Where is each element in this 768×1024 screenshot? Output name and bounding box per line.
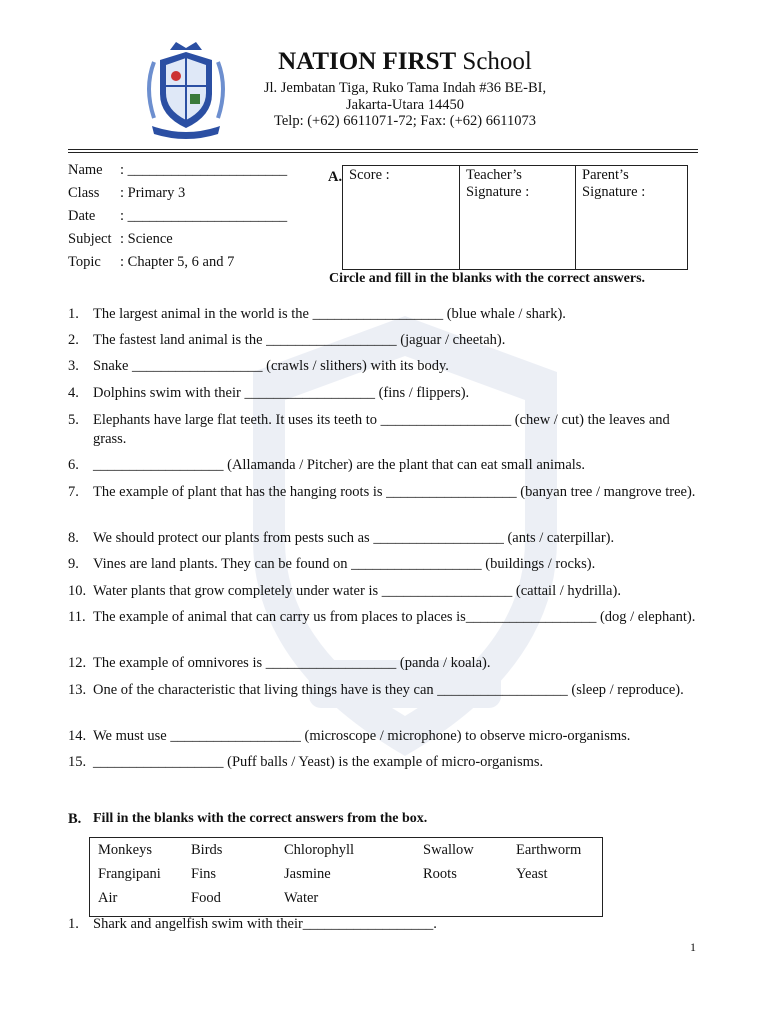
section-a-instruction: Circle and fill in the blanks with the correct answers. <box>329 271 646 286</box>
word-bank-item: Swallow <box>423 842 474 858</box>
word-bank-item: Birds <box>191 842 223 858</box>
question-a-7: 7. The example of plant that has the hanging roots is __________________ (banyan tree / mangrove tree). <box>68 484 696 500</box>
score-cell: Score : <box>343 166 460 269</box>
word-bank-item: Monkeys <box>98 842 152 858</box>
word-bank-item: Yeast <box>516 866 548 882</box>
question-a-15: 15. __________________ (Puff balls / Yeast) is the example of micro-organisms. <box>68 754 544 770</box>
section-b-letter: B. <box>68 811 82 827</box>
section-b-instruction: Fill in the blanks with the correct answers from the box. <box>93 811 428 826</box>
question-a-9: 9. Vines are land plants. They can be found on __________________ (buildings / rocks). <box>68 556 596 572</box>
header-divider-second <box>68 152 698 153</box>
question-a-2: 2. The fastest land animal is the __________________ (jaguar / cheetah). <box>68 332 506 348</box>
question-a-4: 4. Dolphins swim with their __________________ (fins / flippers). <box>68 385 470 401</box>
school-name: NATION FIRST School <box>278 48 532 75</box>
word-bank-item: Fins <box>191 866 216 882</box>
teacher-signature-cell: Teacher’s Signature : <box>460 166 576 269</box>
score-signature-box <box>342 165 688 270</box>
question-a-13: 13. One of the characteristic that living things have is they can __________________ (sleep / reproduce). <box>68 682 684 698</box>
word-bank-item: Earthworm <box>516 842 582 858</box>
question-a-3: 3. Snake __________________ (crawls / slithers) with its body. <box>68 358 449 374</box>
word-bank-item: Water <box>284 890 319 906</box>
word-bank-item: Roots <box>423 866 457 882</box>
word-bank-item: Air <box>98 890 118 906</box>
question-a-5: 5. Elephants have large flat teeth. It uses its teeth to __________________ (chew / cut) the leaves and grass. <box>68 412 670 447</box>
question-a-8: 8. We should protect our plants from pests such as __________________ (ants / caterpillar). <box>68 530 615 546</box>
phone-line: Telp: (+62) 6611071-72; Fax: (+62) 6611073 <box>274 113 536 129</box>
question-a-10: 10. Water plants that grow completely under water is __________________ (cattail / hydrilla). <box>68 583 621 599</box>
word-bank-box <box>89 837 603 917</box>
word-bank-item: Frangipani <box>98 866 161 882</box>
address-line-2: Jakarta-Utara 14450 <box>346 97 464 113</box>
page-number: 1 <box>690 940 696 954</box>
section-a-letter: A. <box>328 169 343 185</box>
address-line-1: Jl. Jembatan Tiga, Ruko Tama Indah #36 BE-BI, <box>263 80 547 96</box>
word-bank-item: Chlorophyll <box>284 842 355 858</box>
question-a-1: 1. The largest animal in the world is the __________________ (blue whale / shark). <box>68 306 566 322</box>
question-b-1: 1. Shark and angelfish swim with their__________________. <box>68 916 437 932</box>
header-divider <box>68 149 698 150</box>
word-bank-item: Jasmine <box>284 866 331 882</box>
parent-signature-cell: Parent’s Signature : <box>582 167 646 200</box>
question-a-11: 11. The example of animal that can carry us from places to places is__________________ (dog / elephant). <box>68 609 696 625</box>
worksheet-page: NATION FIRST School Jl. Jembatan Tiga, Ruko Tama Indah #36 BE-BI, Jakarta-Utara 14450 Telp: (+62) 6611071-72; Fax: (+62) 6611073 Name : ______________________ Class : Primary 3 Date : ______________________ Subject : Science Topic : Chapter 5, 6 and 7 A. Score : Teacher’s Signature : Parent’s Signature : Circle and fill in the blanks with the correct answers. 1. The largest animal in the world is the __________________ (blue whale / shark). 2. The fastest land animal is the __________________ (jaguar / cheetah). 3. Snake __________________ (crawls / slithers) with its body. 4. Dolphins swim with their __________________ (fins / flippers). 5. Elephants have large flat teeth. It uses its teeth to __________________ (chew / cut) the leaves and grass. 6. __________________ (Allamanda / Pitcher) are the plant that can eat small animals. 7. The example of plant that has the hanging roots is __________________ (banyan tree / mangrove tree). 8. We should protect our plants from pests such as __________________ (ants / caterpillar). 9. Vines are land plants. They can be found on __________________ (buildings / rocks). 10. Water plants that grow completely under water is __________________ (cattail / hydrilla). 11. The example of animal that can carry us from places to places is__________________ (dog / elephant). 12. The example of omnivores is __________________ (panda / koala). 13. One of the characteristic that living things have is they can __________________ (sleep / reproduce). 14. We must use __________________ (microscope / microphone) to observe micro-organisms. 15. __________________ (Puff balls / Yeast) is the example of micro-organisms. B. Fill in the blanks with the correct answers from the box. Monkeys Birds Chlorophyll Swallow Earthworm Frangipani Fins Jasmine Roots Yeast Air Food Water 1. Shark and angelfish swim with their__________________. 1 <box>0 0 768 1024</box>
question-a-12: 12. The example of omnivores is __________________ (panda / koala). <box>68 655 491 671</box>
question-a-14: 14. We must use __________________ (microscope / microphone) to observe micro-organisms. <box>68 728 631 744</box>
question-a-6: 6. __________________ (Allamanda / Pitcher) are the plant that can eat small animals. <box>68 457 586 473</box>
word-bank-item: Food <box>191 890 221 906</box>
